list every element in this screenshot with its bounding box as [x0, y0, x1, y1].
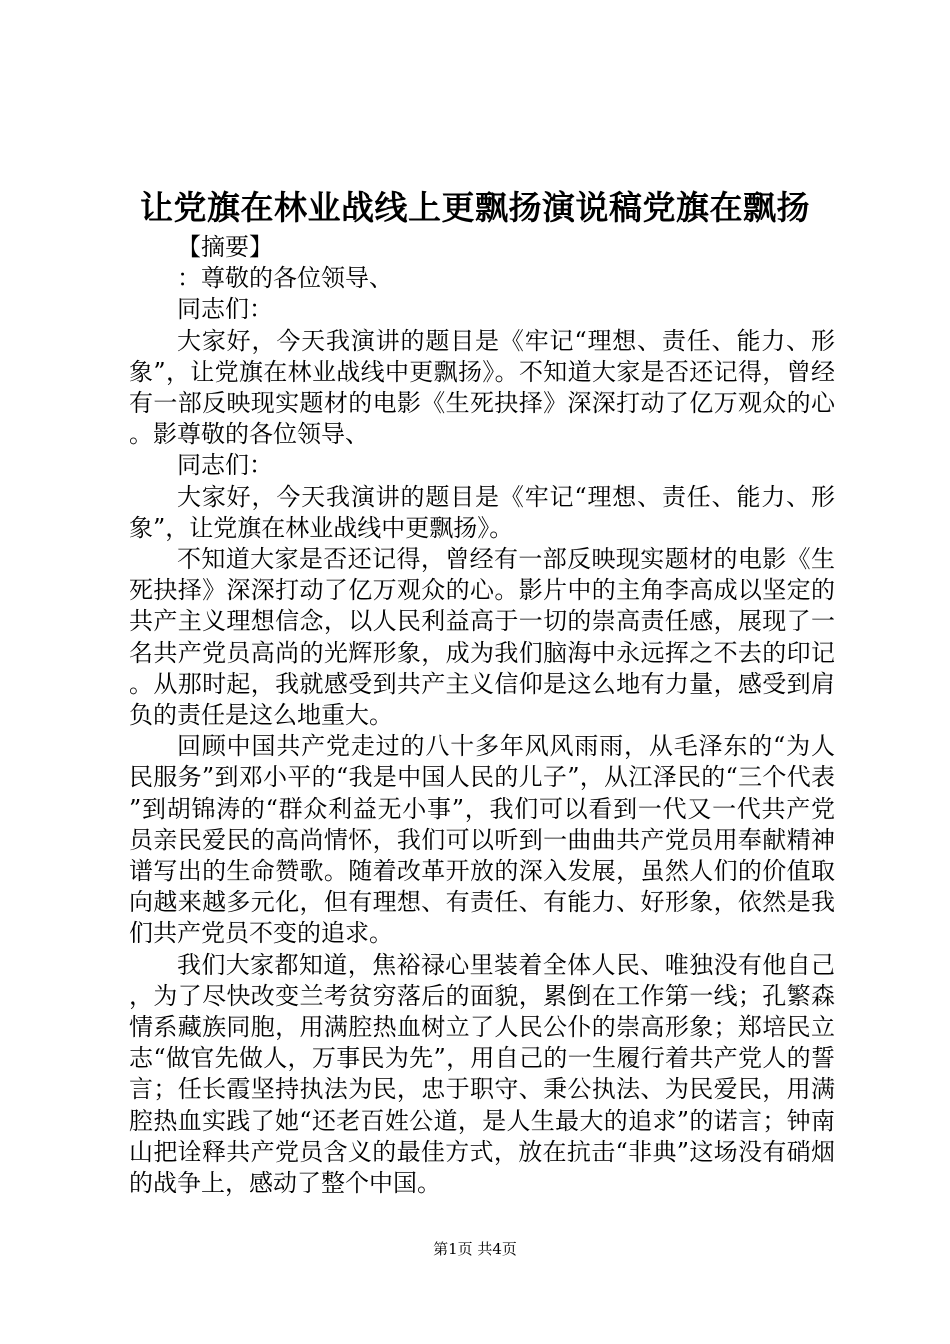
document-title: 让党旗在林业战线上更飘扬演说稿党旗在飘扬: [140, 188, 810, 227]
paragraph-intro-summary: 大家好，今天我演讲的题目是《牢记“理想、责任、能力、形象”，让党旗在林业战线中更飘扬》。不知道大家是否还记得，曾经有一部反映现实题材的电影《生死抉择》深深打动了亿万观众的心。影尊敬的各位领导、: [129, 326, 835, 449]
paragraph-movie: 不知道大家是否还记得，曾经有一部反映现实题材的电影《生死抉择》深深打动了亿万观众的心。影片中的主角李高成以坚定的共产主义理想信念，以人民利益高于一切的崇高责任感，展现了一名共产党员高尚的光辉形象，成为我们脑海中永远挥之不去的印记。从那时起，我就感受到共产主义信仰是这么地有力量，感受到肩负的责任是这么地重大。: [129, 545, 835, 730]
document-body: [129, 232, 835, 1199]
salutation-comrades: 同志们：: [177, 295, 273, 324]
paragraph-greeting: 大家好，今天我演讲的题目是《牢记“理想、责任、能力、形象”，让党旗在林业战线中更飘扬》。: [129, 482, 835, 542]
paragraph-role-models: 我们大家都知道，焦裕禄心里装着全体人民、唯独没有他自己，为了尽快改变兰考贫穷落后的面貌，累倒在工作第一线；孔繁森情系藏族同胞，用满腔热血树立了人民公仆的崇高形象；郑培民立志“做官先做人，万事民为先”，用自己的一生履行着共产党人的誓言；任长霞坚持执法为民，忠于职守、秉公执法、为民爱民，用满腔热血实践了她“还老百姓公道，是人生最大的追求”的诺言；钟南山把诠释共产党员含义的最佳方式，放在抗击“非典”这场没有硝烟的战争上，感动了整个中国。: [129, 950, 835, 1198]
salutation-comrades-repeat: 同志们：: [177, 451, 273, 480]
paragraph-history: 回顾中国共产党走过的八十多年风风雨雨，从毛泽东的“为人民服务”到邓小平的“我是中国人民的儿子”，从江泽民的“三个代表”到胡锦涛的“群众利益无小事”，我们可以看到一代又一代共产党员亲民爱民的高尚情怀，我们可以听到一曲曲共产党员用奉献精神谱写出的生命赞歌。随着改革开放的深入发展，虽然人们的价值取向越来越多元化，但有理想、有责任、有能力、好形象，依然是我们共产党员不变的追求。: [129, 732, 835, 948]
page-footer: 第1页 共4页: [433, 1240, 517, 1258]
salutation-line: ：尊敬的各位领导、: [177, 264, 393, 293]
abstract-label: 【摘要】: [177, 233, 273, 261]
